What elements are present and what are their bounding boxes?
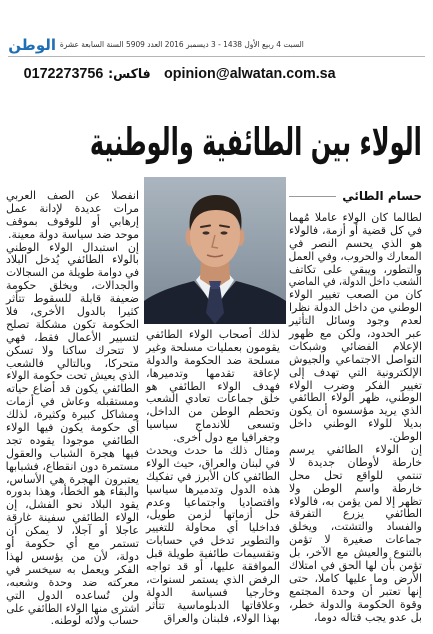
text-line-content: فداخليا أي محاولة للتغيير [146, 521, 280, 535]
text-line-content: إرهابي أو للوقوف بموقف [6, 214, 139, 228]
text-line-content: ولن تُساعده الدول التي [6, 588, 139, 602]
paragraph [289, 212, 422, 444]
text-line-content: الوطني من داخل الدولة نظرا [289, 301, 422, 315]
text-line-content: ومثال ذلك ما حدث ويحدث [146, 444, 280, 458]
text-line-content: يقومون بعمليات مسلحة وغير [146, 340, 280, 354]
text-line-content: إن الولاء الطائفي يرسم [289, 443, 422, 457]
text-line-content: أي حكومة يكون فيها الولاء [6, 421, 139, 435]
text-line-content: ومشاكل كبيرة وكثيرة، لذلك [6, 408, 139, 422]
text-line-content: تغيير الفكر وضرب الولاء [289, 378, 422, 392]
tie-knot [209, 281, 221, 289]
text-line-content: في لبنان والعراق، حيث الولاء [146, 456, 280, 470]
text-line-content: إنها تعتبر أن وحدة المجتمع [289, 584, 422, 598]
text-line-content: إن استبدال الولاء الوطني [6, 240, 139, 254]
text-line-content: فيها هجرة الشباب والعقول [6, 446, 139, 460]
text-line-content: الحكومة تكون مشكلة تصلح [6, 317, 139, 331]
text-line-content: عبر الحدود، ولكن مع ظهور [289, 327, 422, 341]
article-title-text: الولاء بين الطائفية والوطنية [90, 120, 422, 164]
paragraph [6, 190, 139, 242]
text-line-content: اشترى منها الولاء الطائفي على [6, 601, 139, 615]
text-line-content: تنتمي للواقع تحل محل [289, 468, 422, 482]
text-line-content: يعتبرون الهجرة هي الأساس، [6, 472, 139, 486]
text-line-content: لطالما كان الولاء عاملا مُهما [289, 211, 422, 224]
text-line-content: حل أزماتها لزمن طويل، [146, 508, 280, 522]
author-photo [144, 177, 286, 324]
text-line-content: والتطور، ويبقي على تكاتف [289, 262, 422, 276]
issue-dateline-text: السبت 4 ربيع الأول 1438 - 3 ديسمبر 2016 العدد 5909 السنة السابعة عشرة [60, 40, 304, 49]
contact-line [24, 62, 336, 86]
text-line-content: الشعب داخل الدولة، في الماضي [289, 275, 422, 289]
text-line-content: بهذا الولاء، فلبنان والعراق [163, 611, 280, 625]
right-eye [221, 231, 228, 234]
masthead-divider [8, 56, 425, 57]
text-line [289, 276, 422, 289]
text-line-content: وقوة الحكومة والدولة خطر، [289, 597, 422, 611]
text-line-content: لذلك أصحاب الولاء الطائفي [146, 328, 280, 341]
text-line-content: في دوامة طويلة من السجالات [6, 266, 139, 280]
text-line-content: جماعات صغيرة لا تؤمن [289, 533, 422, 547]
text-line-content: واقتصاديا واجتماعيا وعدم [146, 495, 280, 509]
text-line-content: انفصلا عن الصف العربي [6, 189, 139, 202]
text-line-content: والفساد والتشتت، ويخلق [289, 520, 422, 534]
text-line-content: الطائفي موجودا يقوده تجد [6, 433, 139, 447]
text-line [6, 370, 139, 383]
text-line-content: الطائفي كان الأبرز في تفكيك [146, 469, 280, 483]
left-eye [203, 231, 210, 234]
paragraph [289, 444, 422, 624]
text-line-content: الأرض وما عليها كاملا، حتى [289, 571, 422, 585]
article-column-2 [146, 329, 280, 625]
text-line-content: الطائفي يزرع التفرقة [289, 507, 422, 521]
text-line-content: الموافقة عليها، أو قد تواجه [146, 560, 280, 574]
text-line-content: مرات عديدة لإدانة عمل [6, 201, 139, 215]
article-title [90, 112, 422, 172]
text-line-content: لعدم وجود وسائل التأثير [289, 314, 422, 328]
text-line [146, 613, 280, 626]
issue-dateline [60, 38, 304, 52]
text-line-content: خارطة واسم الوطن ولا [289, 481, 422, 495]
paragraph [146, 329, 280, 445]
text-line-content: بل عدو يجب قتاله دوما، [313, 610, 422, 624]
fax-label: فاكس: [108, 67, 152, 82]
text-line-content: الرفض الذي يستمر لسنوات، [146, 572, 280, 586]
text-line-content: وعلاقاتها الدبلوماسية تتأثر [146, 598, 280, 612]
text-line-content: لإعاقة تقدمها وتدميرها، [146, 366, 280, 380]
text-line-content: وتحطم الوطن من الداخل، [146, 405, 280, 419]
text-line-content: الذي يريد مؤسسوه أن يكون [289, 404, 422, 418]
text-line-content: تستمر مع أي حكومة أو [6, 537, 139, 551]
text-line-content: تؤمن بأن لها الحق في امتلاك [289, 559, 422, 573]
text-line-content: متحركا، وبالتالي فالشعب [6, 356, 139, 370]
text-line-content: الوطن. [389, 430, 422, 444]
text-line-content: خلق جماعات تعادي الشعب [146, 392, 280, 406]
author-byline [289, 187, 422, 205]
text-line-content: معركته ضد وحدة وشعبه، [6, 575, 139, 589]
text-line-content: وتقسيمات طائفية طويلة قبل [146, 547, 280, 561]
paragraph [6, 242, 139, 629]
text-line-content: لتسيير الأعمال فقط، فهي [6, 330, 139, 344]
text-line-content: خارطة لأوطان جديدة لا [289, 455, 422, 469]
text-line-content: الذي يعيش تحت حكومة الولاء [6, 369, 139, 383]
text-line-content: دولة، لأن من يؤسس لهذا [6, 549, 139, 563]
text-line-content: بديلا للولاء الوطني داخل [289, 417, 422, 431]
text-line [6, 267, 139, 280]
author-name: حسام الطائي [342, 189, 422, 203]
text-line-content: الوطني، ظهر الولاء الطائفي [289, 391, 422, 405]
text-line-content: وخارجيا فسياسة الدولة [146, 585, 280, 599]
text-line-content: يقود البلاد نحو الفشل، إن [6, 498, 139, 512]
byline-rule [289, 196, 336, 197]
text-line-content: لا تتحرك ساكنا ولا تسكن [6, 343, 139, 357]
text-line [289, 251, 422, 264]
contact-bar [24, 62, 336, 84]
opinion-email: opinion@alwatan.com.sa [164, 65, 336, 82]
text-line-content: بالولاء الطائفي يُدخل البلاد [6, 253, 139, 267]
text-line-content: موحد ضد سياسة دولة معينة. [8, 227, 139, 241]
text-line-content: ومستقبله وعاش في أزمات [6, 395, 139, 409]
text-line-content: الإعلام الفضائي وشبكات [289, 339, 422, 353]
text-line-content: مسلحة ضد الحكومة والدولة [146, 353, 280, 367]
text-line [6, 603, 139, 616]
text-line-content: والتطوير تدخل في حسابات [146, 534, 280, 548]
article-column-1 [289, 212, 422, 625]
text-line-content: بالتنوع والعيش مع الآخر، بل [289, 546, 422, 560]
text-line-content: حساب ولائه لوطنه. [50, 614, 139, 628]
text-line-content: في كل قضية أو أزمة، فالولاء [289, 223, 422, 237]
text-line-content: هو الذي يحسم النصر في [289, 236, 422, 250]
text-line [6, 615, 139, 628]
author-portrait [144, 177, 286, 324]
text-line-content: وجغرافيا مع دول أخرى. [173, 431, 280, 445]
text-line-content: عاجلا أو آجلا، لا يمكن أن [6, 524, 139, 538]
text-line-content: المعارك والحروب، وفي العمل [289, 249, 422, 263]
text-line-content: التواصل الاجتماعي والجيوش [289, 352, 422, 366]
text-line-content: الفكر ويعمل به سيخسر في [6, 562, 139, 576]
text-line-content: كان من الصعب تغيير الولاء [289, 288, 422, 302]
text-line-content: والجدالات، ويخلق حكومة [6, 279, 139, 293]
newspaper-logo: الوطن [8, 36, 56, 54]
text-line-content: والبقاء هو الخطأ، وهذا بدوره [6, 485, 139, 499]
text-line-content: فهدف الولاء الطائفي هو [146, 379, 280, 393]
paragraph [146, 445, 280, 625]
text-line-content: مستمرة دون انقطاع، فشبابها [5, 459, 139, 473]
text-line-content: الولاء الطائفي سفينة غارقة [6, 511, 139, 525]
text-line-content: الإلكترونية التي تهدف إلى [289, 365, 422, 379]
fax-number: 0172273756 [24, 65, 104, 82]
text-line [289, 612, 422, 625]
text-line-content: هذه الدول وتدميرها سياسيا [146, 482, 280, 496]
article-column-3 [6, 190, 139, 628]
text-line-content: ضعيفة قابلة للسقوط تتأثر [6, 292, 139, 306]
text-line-content: الطائفي يكون قد أضاع حياته [6, 382, 139, 396]
text-line-content: وتسعى للاندماج سياسيا [146, 418, 280, 432]
text-line-content: كثيرا بالدول الأخرى، فلا [6, 305, 139, 319]
text-line-content: تظهر إلا لمن يؤمن به، فالولاء [289, 494, 422, 508]
